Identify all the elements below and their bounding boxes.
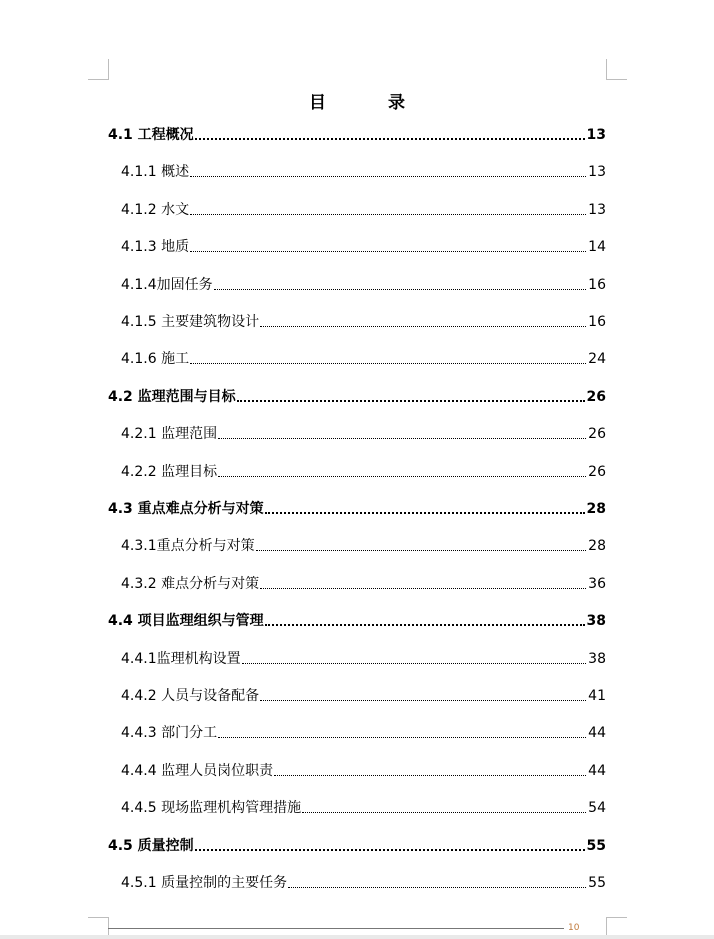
toc-entry-label: 4.1.3 地质	[121, 239, 190, 256]
toc-leader-dots	[302, 812, 586, 813]
toc-entry[interactable]	[121, 238, 606, 256]
toc-entry[interactable]	[121, 575, 606, 593]
toc-entry-label: 4.2.1 监理范围	[121, 426, 218, 443]
toc-leader-dots	[288, 887, 586, 888]
toc-entry-page: 38	[588, 650, 606, 667]
toc-entry-page: 13	[588, 164, 606, 181]
toc-entry-page: 55	[586, 837, 606, 854]
toc-leader-dots	[190, 363, 586, 364]
toc-entry-page: 28	[588, 538, 606, 555]
toc-entry[interactable]	[121, 687, 606, 705]
toc-entry-page: 16	[588, 276, 606, 293]
toc-entry[interactable]	[121, 724, 606, 742]
toc-entry-page: 28	[586, 501, 606, 517]
toc-entry[interactable]	[121, 762, 606, 780]
toc-entry-page: 13	[588, 201, 606, 218]
toc-leader-dots	[214, 289, 587, 290]
toc-entry-label: 4.3.1重点分析与对策	[121, 538, 255, 555]
toc-entry[interactable]	[121, 201, 606, 219]
toc-leader-dots	[274, 775, 586, 776]
toc-leader-dots	[218, 476, 586, 477]
toc-entry-label: 4.4.4 监理人员岗位职责	[121, 762, 274, 779]
toc-entry-page: 41	[588, 688, 606, 704]
toc-leader-dots	[242, 663, 587, 664]
toc-leader-dots	[260, 326, 586, 327]
toc-entry[interactable]	[121, 463, 606, 481]
toc-leader-dots	[265, 624, 585, 626]
toc-entry[interactable]	[121, 313, 606, 331]
toc-leader-dots	[218, 737, 586, 738]
toc-leader-dots	[195, 138, 585, 140]
toc-entry-label: 4.1.1 概述	[121, 164, 190, 181]
toc-entry[interactable]	[121, 799, 606, 817]
toc-leader-dots	[195, 849, 585, 851]
toc-entry-label: 4.1.5 主要建筑物设计	[121, 314, 260, 330]
toc-entry[interactable]	[121, 537, 606, 555]
toc-entry[interactable]	[121, 276, 606, 294]
footer-page-number: 10	[568, 923, 580, 933]
toc-entry[interactable]	[108, 612, 606, 630]
toc-leader-dots	[237, 400, 585, 402]
toc-entry-label: 4.3.2 难点分析与对策	[121, 575, 260, 592]
toc-entry[interactable]	[108, 388, 606, 406]
toc-entry-label: 4.1.4加固任务	[121, 276, 213, 293]
toc-entry-page: 55	[588, 875, 606, 891]
toc-entry-label: 4.4.2 人员与设备配备	[121, 688, 260, 704]
toc-leader-dots	[265, 512, 585, 514]
toc-entry-label: 4.4 项目监理组织与管理	[108, 613, 264, 630]
toc-leader-dots	[218, 438, 586, 439]
toc-entry[interactable]	[121, 350, 606, 368]
toc-entry-label: 4.2.2 监理目标	[121, 463, 218, 480]
toc-entry-label: 4.1.2 水文	[121, 201, 190, 218]
toc-entry[interactable]	[121, 874, 606, 892]
toc-entry[interactable]	[121, 425, 606, 443]
toc-entry-label: 4.2 监理范围与目标	[108, 388, 236, 405]
toc-entry[interactable]	[108, 126, 606, 144]
toc-entry-page: 26	[588, 426, 606, 443]
margin-corner-top-right	[606, 59, 627, 80]
toc-entry[interactable]	[108, 500, 606, 518]
toc-entry-page: 36	[588, 575, 606, 592]
toc-entry-page: 44	[588, 725, 606, 742]
toc-entry-page: 14	[588, 239, 606, 256]
toc-leader-dots	[190, 176, 586, 177]
toc-entry-label: 4.4.3 部门分工	[121, 725, 218, 742]
toc-entry[interactable]	[121, 163, 606, 181]
toc-title: 目 录	[309, 93, 433, 113]
toc-entry-page: 26	[588, 463, 606, 480]
toc-entry-page: 26	[586, 388, 606, 405]
toc-leader-dots	[190, 251, 586, 252]
toc-leader-dots	[260, 700, 586, 701]
toc-entry-label: 4.5 质量控制	[108, 837, 194, 854]
toc-entry-label: 4.5.1 质量控制的主要任务	[121, 875, 288, 891]
margin-corner-top-left	[88, 59, 109, 80]
footer-divider	[108, 928, 564, 929]
toc-entry-page: 38	[586, 613, 606, 630]
toc-entry-label: 4.4.5 现场监理机构管理措施	[121, 800, 302, 817]
toc-leader-dots	[260, 588, 586, 589]
toc-entry-page: 16	[588, 314, 606, 330]
toc-entry-label: 4.4.1监理机构设置	[121, 650, 241, 667]
toc-leader-dots	[256, 550, 587, 551]
toc-entry-page: 24	[588, 351, 606, 368]
page-gap	[0, 935, 714, 939]
toc-entry-label: 4.1.6 施工	[121, 351, 190, 368]
toc-entry-page: 44	[588, 762, 606, 779]
toc-entry-label: 4.1 工程概况	[108, 127, 194, 143]
toc-leader-dots	[190, 214, 586, 215]
toc-entry[interactable]	[121, 650, 606, 668]
toc-entry[interactable]	[108, 837, 606, 855]
toc-entry-page: 13	[586, 127, 606, 143]
toc-entry-label: 4.3 重点难点分析与对策	[108, 501, 264, 517]
toc-entry-page: 54	[588, 800, 606, 817]
